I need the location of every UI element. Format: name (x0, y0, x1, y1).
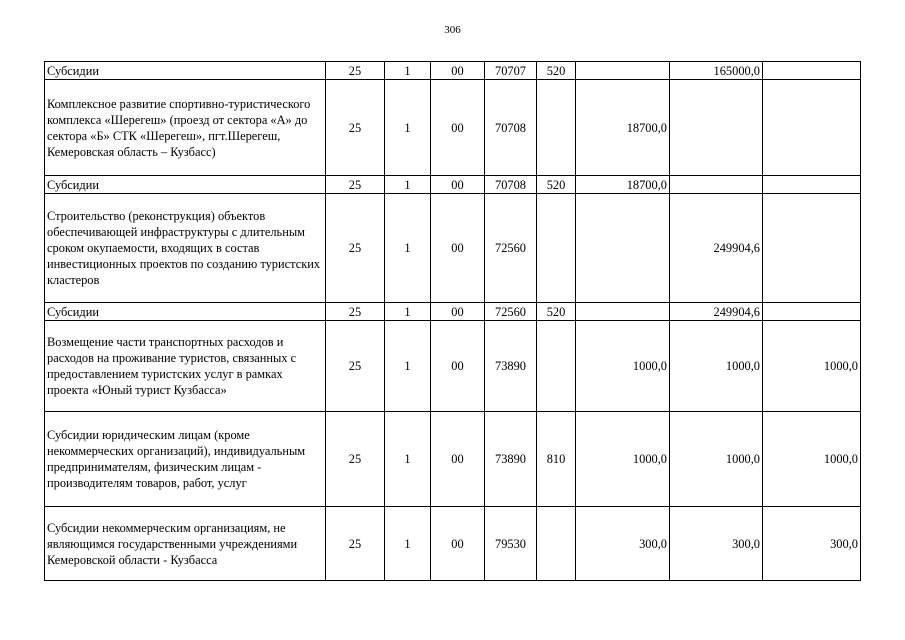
row-code-b: 1 (385, 176, 431, 194)
row-value-3: 1000,0 (763, 412, 861, 507)
row-code-e: 810 (537, 412, 576, 507)
table-row (45, 412, 861, 507)
row-value-2: 249904,6 (670, 194, 763, 303)
row-value-1 (576, 303, 670, 321)
row-value-1 (576, 194, 670, 303)
row-code-e: 520 (537, 176, 576, 194)
row-code-a: 25 (326, 507, 385, 581)
row-value-2 (670, 80, 763, 176)
table-row (45, 176, 861, 194)
row-name: Возмещение части транспортных расходов и расходов на проживание туристов, связанных с предоставлением туристских услуг в рамках проекта «Юный турист Кузбасса» (45, 321, 326, 412)
row-code-a: 25 (326, 80, 385, 176)
table-row (45, 80, 861, 176)
row-code-e (537, 321, 576, 412)
row-name: Субсидии юридическим лицам (кроме некоммерческих организаций), индивидуальным предпринимателям, физическим лицам - производителям товаров, работ, услуг (45, 412, 326, 507)
row-value-1: 18700,0 (576, 176, 670, 194)
row-value-3 (763, 176, 861, 194)
table-row (45, 321, 861, 412)
row-code-c: 00 (431, 412, 485, 507)
row-code-d: 73890 (485, 412, 537, 507)
row-code-b: 1 (385, 62, 431, 80)
row-code-d: 73890 (485, 321, 537, 412)
row-value-2: 1000,0 (670, 321, 763, 412)
row-code-b: 1 (385, 194, 431, 303)
row-code-d: 79530 (485, 507, 537, 581)
row-code-d: 70708 (485, 80, 537, 176)
table-row (45, 303, 861, 321)
row-code-b: 1 (385, 507, 431, 581)
row-code-a: 25 (326, 194, 385, 303)
table-row (45, 507, 861, 581)
row-name: Субсидии (45, 176, 326, 194)
row-value-1: 1000,0 (576, 321, 670, 412)
row-value-3: 1000,0 (763, 321, 861, 412)
row-code-e (537, 507, 576, 581)
row-code-e (537, 194, 576, 303)
row-value-1: 300,0 (576, 507, 670, 581)
row-name: Строительство (реконструкция) объектов обеспечивающей инфраструктуры с длительным сроком окупаемости, входящих в состав инвестиционных проектов по созданию туристских кластеров (45, 194, 326, 303)
row-code-b: 1 (385, 80, 431, 176)
row-code-a: 25 (326, 62, 385, 80)
row-code-d: 72560 (485, 303, 537, 321)
row-value-1: 18700,0 (576, 80, 670, 176)
row-code-d: 70708 (485, 176, 537, 194)
row-code-c: 00 (431, 80, 485, 176)
row-code-b: 1 (385, 303, 431, 321)
row-value-2: 249904,6 (670, 303, 763, 321)
row-code-b: 1 (385, 412, 431, 507)
budget-table (44, 61, 861, 581)
row-value-2 (670, 176, 763, 194)
page-number: 306 (444, 24, 461, 36)
row-name: Субсидии (45, 303, 326, 321)
row-code-c: 00 (431, 507, 485, 581)
row-value-3 (763, 194, 861, 303)
table-row (45, 194, 861, 303)
row-code-c: 00 (431, 176, 485, 194)
row-name: Субсидии некоммерческим организациям, не являющимся государственными учреждениями Кемеровской области - Кузбасса (45, 507, 326, 581)
row-name: Комплексное развитие спортивно-туристического комплекса «Шерегеш» (проезд от сектора «А» до сектора «Б» СТК «Шерегеш», пгт.Шерегеш, Кемеровская область – Кузбасс) (45, 80, 326, 176)
row-value-3 (763, 303, 861, 321)
row-code-c: 00 (431, 194, 485, 303)
row-code-e: 520 (537, 62, 576, 80)
row-value-3: 300,0 (763, 507, 861, 581)
row-code-b: 1 (385, 321, 431, 412)
table-row (45, 62, 861, 80)
row-value-1 (576, 62, 670, 80)
row-code-d: 72560 (485, 194, 537, 303)
row-code-a: 25 (326, 303, 385, 321)
row-code-c: 00 (431, 321, 485, 412)
row-code-d: 70707 (485, 62, 537, 80)
row-value-3 (763, 80, 861, 176)
row-value-2: 300,0 (670, 507, 763, 581)
row-value-2: 165000,0 (670, 62, 763, 80)
row-value-3 (763, 62, 861, 80)
row-code-c: 00 (431, 62, 485, 80)
row-code-c: 00 (431, 303, 485, 321)
row-name: Субсидии (45, 62, 326, 80)
row-code-a: 25 (326, 412, 385, 507)
row-code-e (537, 80, 576, 176)
row-value-1: 1000,0 (576, 412, 670, 507)
row-code-a: 25 (326, 321, 385, 412)
row-value-2: 1000,0 (670, 412, 763, 507)
row-code-e: 520 (537, 303, 576, 321)
row-code-a: 25 (326, 176, 385, 194)
